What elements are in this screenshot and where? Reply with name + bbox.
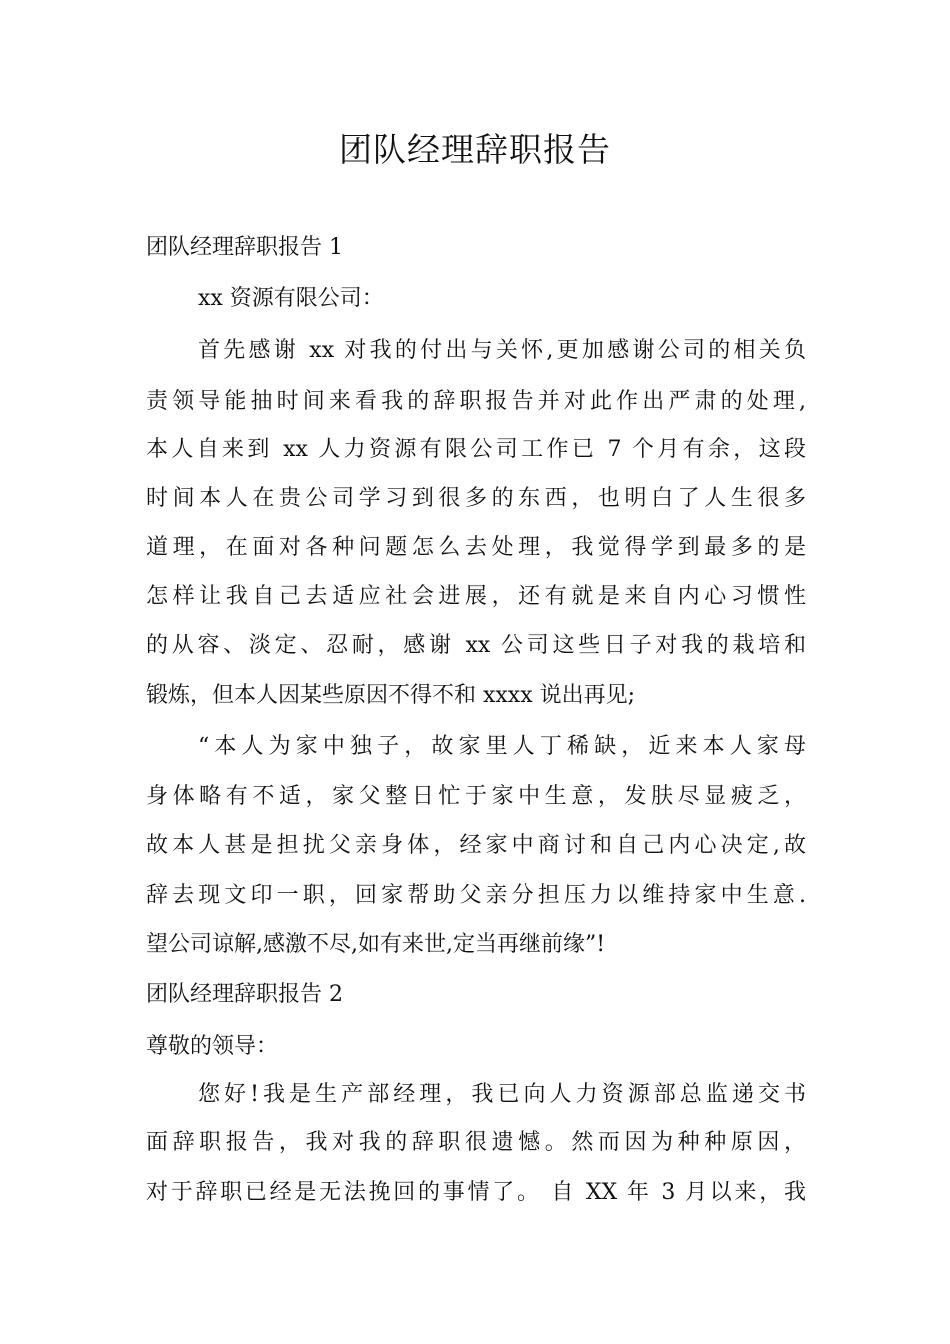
paragraph-line: 怎样让我自己去适应社会进展，还有就是来自内心习惯性: [146, 584, 806, 609]
paragraph-line: 身体略有不适，家父整日忙于家中生意，发肤尽显疲乏，: [146, 784, 806, 809]
paragraph-line: “本人为家中独子，故家里人丁稀缺，近来本人家母: [198, 734, 806, 759]
section-heading-2: 团队经理辞职报告 2: [146, 982, 343, 1007]
paragraph-line: 辞去现文印一职，回家帮助父亲分担压力以维持家中生意.: [146, 883, 806, 908]
paragraph-line: 您好!我是生产部经理，我已向人力资源部总监递交书: [198, 1082, 806, 1107]
paragraph-line: 责领导能抽时间来看我的辞职报告并对此作出严肃的处理,: [146, 389, 806, 414]
paragraph-line: 故本人甚是担扰父亲身体，经家中商讨和自己内心决定,故: [146, 833, 806, 858]
paragraph-line: 面辞职报告，我对我的辞职很遗憾。然而因为种种原因，: [146, 1130, 806, 1155]
paragraph-line: 首先感谢 xx 对我的付出与关怀,更加感谢公司的相关负: [198, 338, 806, 363]
paragraph-line: 的从容、淡定、忍耐，感谢 xx 公司这些日子对我的栽培和: [146, 633, 806, 658]
document-title: 团队经理辞职报告: [339, 130, 611, 169]
paragraph-line: 道理，在面对各种问题怎么去处理，我觉得学到最多的是: [146, 535, 806, 560]
section-heading-1: 团队经理辞职报告 1: [146, 235, 343, 260]
paragraph-line: 时间本人在贵公司学习到很多的东西，也明白了人生很多: [146, 486, 806, 511]
paragraph-line: 锻炼，但本人因某些原因不得不和 xxxx 说出再见;: [146, 683, 636, 708]
paragraph-line: 对于辞职已经是无法挽回的事情了。 自 XX 年 3 月以来，我: [146, 1180, 806, 1205]
paragraph-line: 望公司谅解,感激不尽,如有来世,定当再继前缘”!: [146, 932, 606, 957]
paragraph-line: 本人自来到 xx 人力资源有限公司工作已 7 个月有余，这段: [146, 437, 806, 462]
salutation-2: 尊敬的领导：: [146, 1034, 279, 1059]
salutation-1: xx 资源有限公司：: [198, 286, 384, 311]
